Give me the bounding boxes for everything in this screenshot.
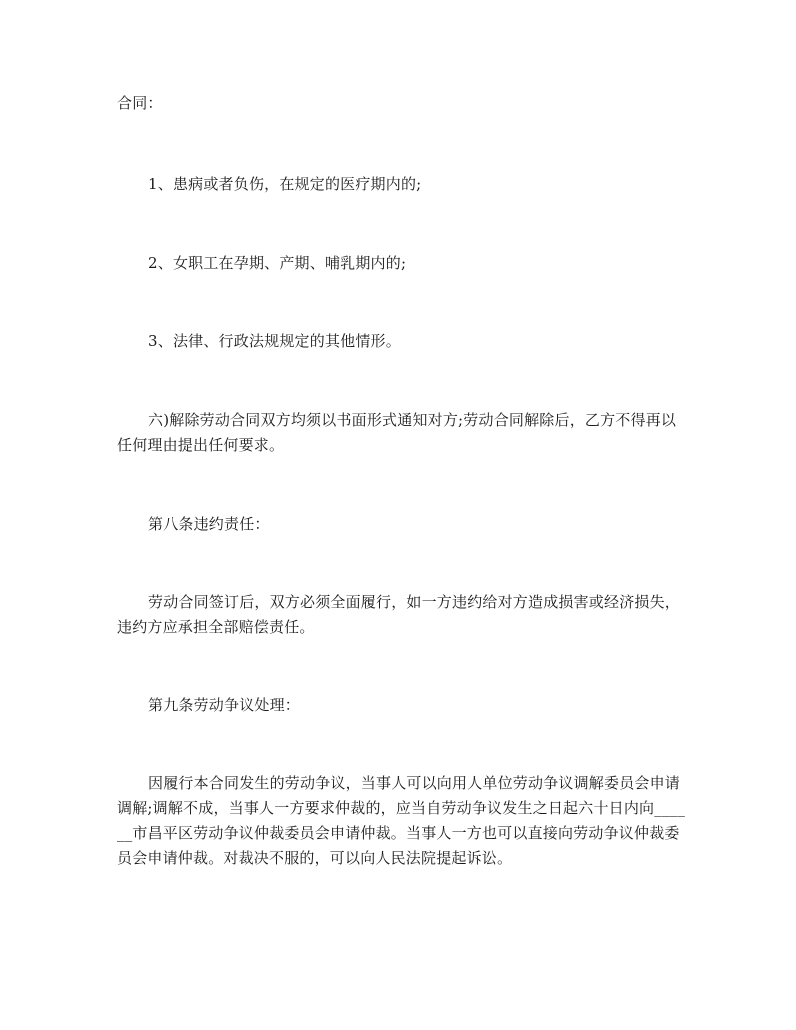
paragraph-item-2: 2、女职工在孕期、产期、哺乳期内的; bbox=[148, 254, 407, 272]
paragraph-termination-notice: 六)解除劳动合同双方均须以书面形式通知对方;劳动合同解除后，乙方不得再以任何理由提出任何要求。 bbox=[117, 411, 677, 454]
article-8-heading: 第八条违约责任： bbox=[148, 515, 270, 533]
article-9-heading: 第九条劳动争议处理： bbox=[148, 696, 301, 714]
paragraph-item-3: 3、法律、行政法规规定的其他情形。 bbox=[148, 332, 401, 350]
paragraph-dispute-resolution: 因履行本合同发生的劳动争议，当事人可以向用人单位劳动争议调解委员会申请调解;调解不成，当事人一方要求仲裁的，应当自劳动争议发生之日起六十日内向______市昌平区劳动争议仲裁委员会申请仲裁。当事人一方也可以直接向劳动争议仲裁委员会申请仲裁。对裁决不服的，可以向人民法院提起诉讼。 bbox=[117, 774, 686, 867]
paragraph-contract-heading: 合同： bbox=[117, 94, 163, 112]
paragraph-item-1: 1、患病或者负伤，在规定的医疗期内的; bbox=[148, 175, 422, 193]
paragraph-breach-liability: 劳动合同签订后，双方必须全面履行，如一方违约给对方造成损害或经济损失，违约方应承担全部赔偿责任。 bbox=[117, 593, 681, 636]
